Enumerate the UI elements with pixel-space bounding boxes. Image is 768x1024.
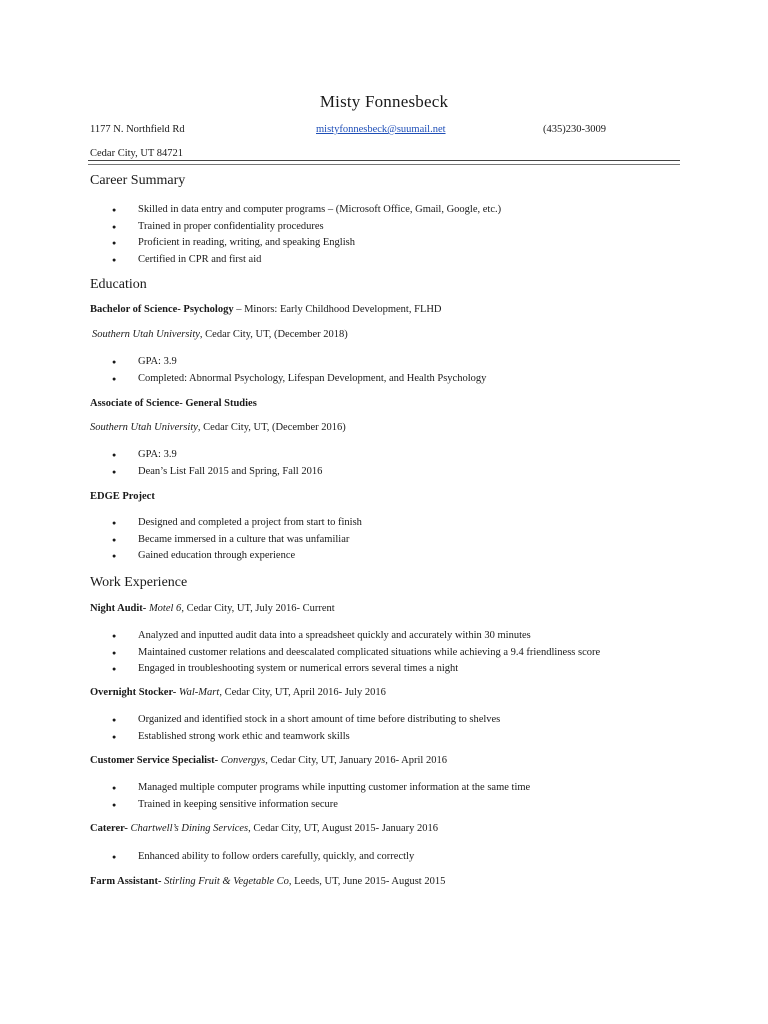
degree-2-location: , Cedar City, UT, (December 2016) bbox=[197, 422, 346, 433]
list-item: ● Organized and identified stock in a short amount of time before distributing to shelves bbox=[112, 712, 500, 729]
resume-name: Misty Fonnesbeck bbox=[319, 92, 449, 111]
career-summary-heading: Career Summary bbox=[90, 173, 186, 188]
job-3-list bbox=[112, 780, 530, 813]
job-1-line bbox=[90, 603, 335, 614]
degree-2-line bbox=[90, 398, 257, 409]
job-4-title: Caterer- bbox=[90, 823, 128, 834]
list-item: ● Trained in keeping sensitive information secure bbox=[112, 797, 530, 814]
edge-project-title: EDGE Project bbox=[90, 491, 155, 502]
list-item: ● Trained in proper confidentiality procedures bbox=[112, 219, 501, 236]
job-3-employer: Convergys bbox=[220, 755, 266, 766]
job-5-details: , Leeds, UT, June 2015- August 2015 bbox=[288, 876, 446, 887]
degree-1-minors: – Minors: Early Childhood Development, FLHD bbox=[233, 304, 442, 315]
address-line-1: 1177 N. Northfield Rd bbox=[90, 124, 185, 135]
header-divider bbox=[88, 160, 680, 161]
career-summary-list bbox=[112, 202, 501, 268]
degree-2-title: Associate of Science- General Studies bbox=[90, 398, 257, 409]
degree-1-list bbox=[112, 354, 486, 387]
job-2-details: , Cedar City, UT, April 2016- July 2016 bbox=[219, 687, 386, 698]
list-item: ● Completed: Abnormal Psychology, Lifespan Development, and Health Psychology bbox=[112, 371, 486, 388]
job-3-details: , Cedar City, UT, January 2016- April 2016 bbox=[265, 755, 447, 766]
list-item: ● Designed and completed a project from start to finish bbox=[112, 515, 362, 532]
phone-number: (435)230-3009 bbox=[543, 124, 606, 135]
degree-2-school: Southern Utah University bbox=[90, 422, 198, 433]
list-item: ● Proficient in reading, writing, and speaking English bbox=[112, 235, 501, 252]
list-item: ● Gained education through experience bbox=[112, 548, 362, 565]
job-4-list bbox=[112, 849, 414, 866]
job-2-line bbox=[90, 687, 386, 698]
job-3-line bbox=[90, 755, 447, 766]
address-line-2: Cedar City, UT 84721 bbox=[90, 148, 184, 159]
job-5-title: Farm Assistant- bbox=[90, 876, 162, 887]
degree-1-school-line bbox=[92, 329, 348, 340]
list-item: ● Certified in CPR and first aid bbox=[112, 252, 501, 269]
degree-1-line bbox=[90, 304, 442, 315]
edge-project-line bbox=[90, 491, 155, 502]
edge-project-list bbox=[112, 515, 362, 565]
work-experience-heading: Work Experience bbox=[90, 575, 188, 590]
email-link[interactable]: mistyfonnesbeck@suumail.net bbox=[316, 124, 446, 135]
list-item: ● Dean’s List Fall 2015 and Spring, Fall 2016 bbox=[112, 464, 322, 481]
job-4-line bbox=[90, 823, 438, 834]
list-item: ● Became immersed in a culture that was unfamiliar bbox=[112, 532, 362, 549]
job-4-employer: Chartwell’s Dining Services bbox=[130, 823, 249, 834]
degree-2-list bbox=[112, 447, 322, 480]
degree-1-title: Bachelor of Science- Psychology bbox=[90, 304, 234, 315]
job-5-line bbox=[90, 876, 445, 887]
job-1-details: , Cedar City, UT, July 2016- Current bbox=[181, 603, 335, 614]
job-5-employer: Stirling Fruit & Vegetable Co bbox=[164, 876, 289, 887]
list-item: ● Maintained customer relations and deescalated complicated situations while achieving a 9.4 friendliness score bbox=[112, 645, 600, 662]
job-3-title: Customer Service Specialist- bbox=[90, 755, 219, 766]
list-item: ● Managed multiple computer programs while inputting customer information at the same time bbox=[112, 780, 530, 797]
list-item: ● GPA: 3.9 bbox=[112, 354, 486, 371]
list-item: ● Engaged in troubleshooting system or numerical errors several times a night bbox=[112, 661, 600, 678]
list-item: ● Skilled in data entry and computer programs – (Microsoft Office, Gmail, Google, etc.) bbox=[112, 202, 501, 219]
degree-2-school-line bbox=[90, 422, 346, 433]
list-item: ● Analyzed and inputted audit data into a spreadsheet quickly and accurately within 30 minutes bbox=[112, 628, 600, 645]
list-item: ● GPA: 3.9 bbox=[112, 447, 322, 464]
degree-1-school: Southern Utah University bbox=[92, 329, 200, 340]
header-divider-thin bbox=[88, 164, 680, 165]
job-2-list bbox=[112, 712, 500, 745]
job-4-details: , Cedar City, UT, August 2015- January 2016 bbox=[248, 823, 439, 834]
job-2-title: Overnight Stocker- bbox=[90, 687, 177, 698]
list-item: ● Enhanced ability to follow orders carefully, quickly, and correctly bbox=[112, 849, 414, 866]
list-item: ● Established strong work ethic and teamwork skills bbox=[112, 729, 500, 746]
job-1-list bbox=[112, 628, 600, 678]
education-heading: Education bbox=[90, 277, 147, 292]
job-1-employer: Motel 6 bbox=[148, 603, 182, 614]
job-1-title: Night Audit- bbox=[90, 603, 147, 614]
job-2-employer: Wal-Mart bbox=[178, 687, 220, 698]
degree-1-location: , Cedar City, UT, (December 2018) bbox=[199, 329, 348, 340]
